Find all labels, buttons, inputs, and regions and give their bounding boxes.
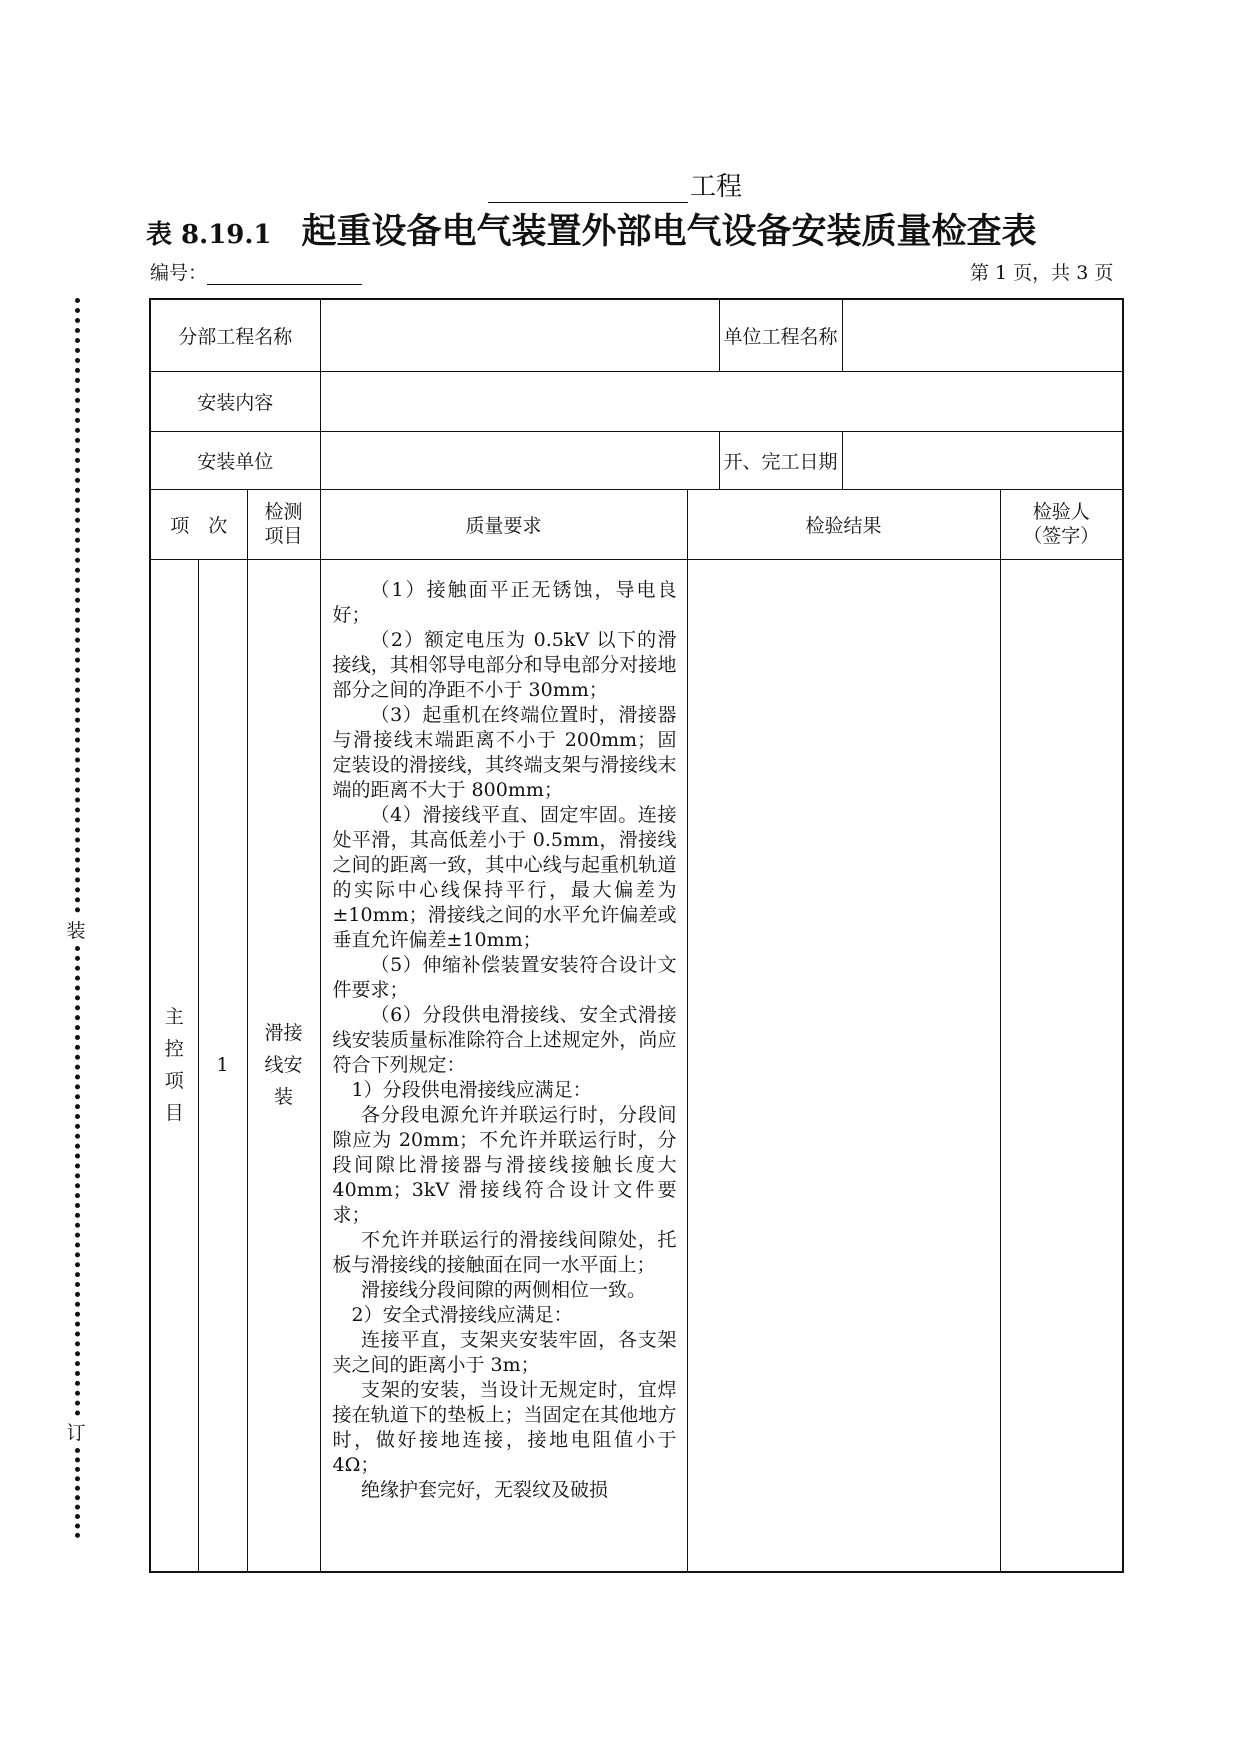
row-inspector[interactable] <box>1000 559 1123 1572</box>
requirement-line: 绝缘护套完好，无裂纹及破损 <box>361 1478 609 1501</box>
page-info: 第 1 页，共 3 页 <box>970 262 1114 284</box>
category-char: 控 <box>164 1038 184 1061</box>
install-unit-label: 安装单位 <box>150 431 320 489</box>
serial-number <box>150 258 362 285</box>
requirement-line: 不允许并联运行的滑接线间隙处，托板与滑接线的接触面在同一水平面上； <box>332 1228 677 1276</box>
date-label: 开、完工日期 <box>719 431 842 489</box>
requirement-line: 滑接线分段间隙的两侧相位一致。 <box>361 1278 647 1301</box>
check-item-line-1: 检测 <box>264 501 303 523</box>
requirement-line: 连接平直，支架夹安装牢固，各支架夹之间的距离小于 3m； <box>332 1328 677 1376</box>
inspector-line-2: （签字） <box>1023 525 1100 547</box>
row-number: 1 <box>198 559 247 1572</box>
project-name-blank[interactable] <box>488 178 688 203</box>
category-char: 主 <box>164 1006 184 1029</box>
category-char: 目 <box>164 1102 184 1125</box>
row-check-item <box>247 559 320 1572</box>
requirement-line: 1）分段供电滑接线应满足： <box>351 1078 592 1101</box>
requirement-line: 2）安全式滑接线应满足： <box>351 1303 573 1326</box>
requirement-line: （6）分段供电滑接线、安全式滑接线安装质量标准除符合上述规定外，尚应符合下列规定： <box>332 1003 677 1076</box>
category-char: 项 <box>164 1070 184 1093</box>
requirement-line: （1）接触面平正无锈蚀，导电良好； <box>332 578 677 626</box>
serial-blank[interactable] <box>207 266 362 285</box>
header-requirement: 质量要求 <box>320 489 687 559</box>
unit-project-label: 单位工程名称 <box>719 299 842 371</box>
date-value[interactable] <box>842 431 1123 489</box>
requirement-line: （2）额定电压为 0.5kV 以下的滑接线，其相邻导电部分和导电部分对接地部分之间的净距不小于 30mm； <box>332 628 677 701</box>
install-unit-value[interactable] <box>320 431 719 489</box>
requirement-line: （5）伸缩补偿装置安装符合设计文件要求； <box>332 953 677 1001</box>
check-item-part: 线安 <box>264 1054 303 1077</box>
requirement-line: （4）滑接线平直、固定牢固。连接处平滑，其高低差小于 0.5mm，滑接线之间的距离一致，其中心线与起重机轨道的实际中心线保持平行，最大偏差为±10mm；滑接线之间的水平允许偏差或垂直允许偏差±10mm； <box>332 803 677 951</box>
check-item-part: 滑接 <box>264 1022 303 1045</box>
binding-line <box>66 298 86 1538</box>
binding-dots-middle <box>75 946 80 1416</box>
unit-project-value[interactable] <box>842 299 1123 371</box>
requirement-line: （3）起重机在终端位置时，滑接器与滑接线末端距离不小于 200mm；固定装设的滑接线，其终端支架与滑接线末端的距离不大于 800mm； <box>332 703 677 801</box>
row-result[interactable] <box>687 559 1000 1572</box>
row-category <box>150 559 198 1572</box>
binding-dots-bottom <box>75 1448 80 1538</box>
header-check-item <box>247 489 320 559</box>
serial-label: 编号： <box>150 262 208 284</box>
inspection-table <box>149 298 1124 1573</box>
install-content-label: 安装内容 <box>150 371 320 431</box>
inspector-line-1: 检验人 <box>1032 501 1090 523</box>
requirement-line: 支架的安装，当设计无规定时，宜焊接在轨道下的垫板上；当固定在其他地方时，做好接地连接，接地电阻值小于 4Ω； <box>332 1378 677 1476</box>
binding-char-ding: 订 <box>66 1418 86 1445</box>
install-content-value[interactable] <box>320 371 1123 431</box>
binding-char-zhuang: 装 <box>66 916 86 943</box>
sub-project-label: 分部工程名称 <box>150 299 320 371</box>
row-requirements <box>320 559 687 1572</box>
header-item-number: 项 次 <box>150 489 247 559</box>
header-result: 检验结果 <box>687 489 1000 559</box>
binding-dots-top <box>75 298 80 913</box>
check-item-part: 装 <box>274 1086 294 1109</box>
table-number: 表 8.19.1 <box>146 220 272 250</box>
project-name-line <box>488 166 742 203</box>
page-title <box>146 204 1037 254</box>
check-item-line-2: 项目 <box>264 525 303 547</box>
header-inspector <box>1000 489 1123 559</box>
project-suffix: 工程 <box>690 172 743 202</box>
requirement-line: 各分段电源允许并联运行时，分段间隙应为 20mm；不允许并联运行时，分段间隙比滑接器与滑接线接触长度大 40mm；3kV 滑接线符合设计文件要求； <box>332 1103 677 1226</box>
sub-project-value[interactable] <box>320 299 719 371</box>
title-text: 起重设备电气装置外部电气设备安装质量检查表 <box>301 211 1037 252</box>
